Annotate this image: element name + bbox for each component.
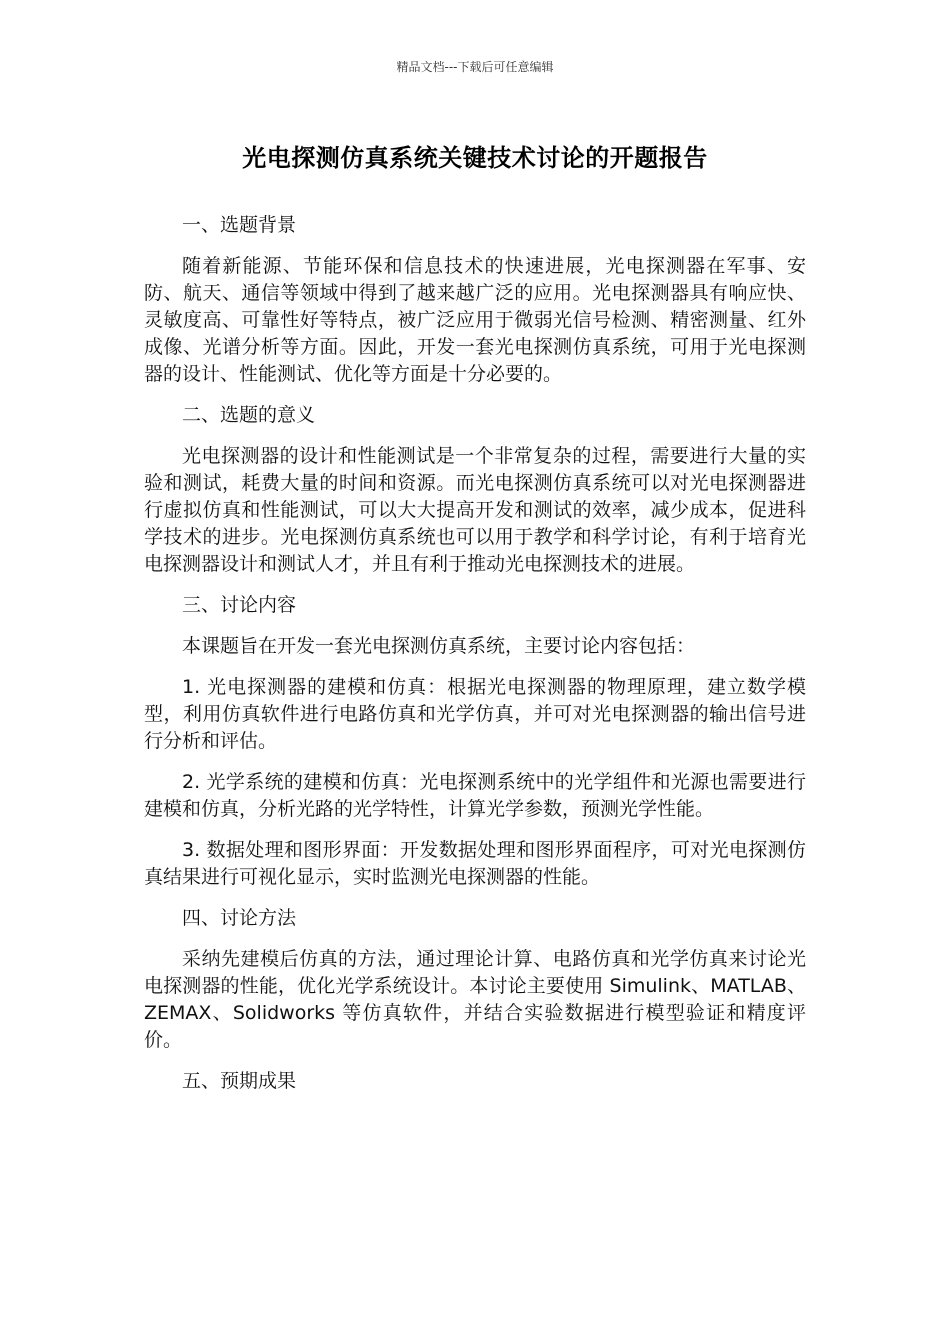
paragraph-significance: 光电探测器的设计和性能测试是一个非常复杂的过程，需要进行大量的实验和测试，耗费大量的时间和资源。而光电探测仿真系统可以对光电探测器进行虚拟仿真和性能测试，可以大大提高开发和测试的效率，减少成本，促进科学技术的进步。光电探测仿真系统也可以用于教学和科学讨论，有利于培育光电探测器设计和测试人才，并且有利于推动光电探测技术的进展。 [144,445,806,575]
paragraph-background: 随着新能源、节能环保和信息技术的快速进展，光电探测器在军事、安防、航天、通信等领域中得到了越来越广泛的应用。光电探测器具有响应快、灵敏度高、可靠性好等特点，被广泛应用于微弱光信号检测、精密测量、红外成像、光谱分析等方面。因此，开发一套光电探测仿真系统，可用于光电探测器的设计、性能测试、优化等方面是十分必要的。 [144,255,806,385]
list-item-optical-modeling: 2. 光学系统的建模和仿真：光电探测系统中的光学组件和光源也需要进行建模和仿真，分析光路的光学特性，计算光学参数，预测光学性能。 [144,771,806,820]
document-title: 光电探测仿真系统关键技术讨论的开题报告 [242,144,708,172]
section-heading-significance: 二、选题的意义 [182,404,316,426]
section-heading-expected-results: 五、预期成果 [182,1070,297,1092]
list-item-detector-modeling: 1. 光电探测器的建模和仿真：根据光电探测器的物理原理，建立数学模型，利用仿真软件进行电路仿真和光学仿真，并可对光电探测器的输出信号进行分析和评估。 [144,676,806,752]
section-heading-background: 一、选题背景 [182,214,297,236]
list-item-data-processing: 3. 数据处理和图形界面：开发数据处理和图形界面程序，可对光电探测仿真结果进行可视化显示，实时监测光电探测器的性能。 [144,839,806,888]
section-heading-method: 四、讨论方法 [182,907,297,929]
section-heading-content: 三、讨论内容 [182,594,297,616]
page-header: 精品文档---下载后可任意编辑 [396,60,554,74]
paragraph-method: 采纳先建模后仿真的方法，通过理论计算、电路仿真和光学仿真来讨论光电探测器的性能，优化光学系统设计。本讨论主要使用 Simulink、MATLAB、ZEMAX、Solidworks 等仿真软件，并结合实验数据进行模型验证和精度评价。 [144,948,806,1051]
document-body [144,212,806,1109]
paragraph-content-intro: 本课题旨在开发一套光电探测仿真系统，主要讨论内容包括： [182,635,696,657]
